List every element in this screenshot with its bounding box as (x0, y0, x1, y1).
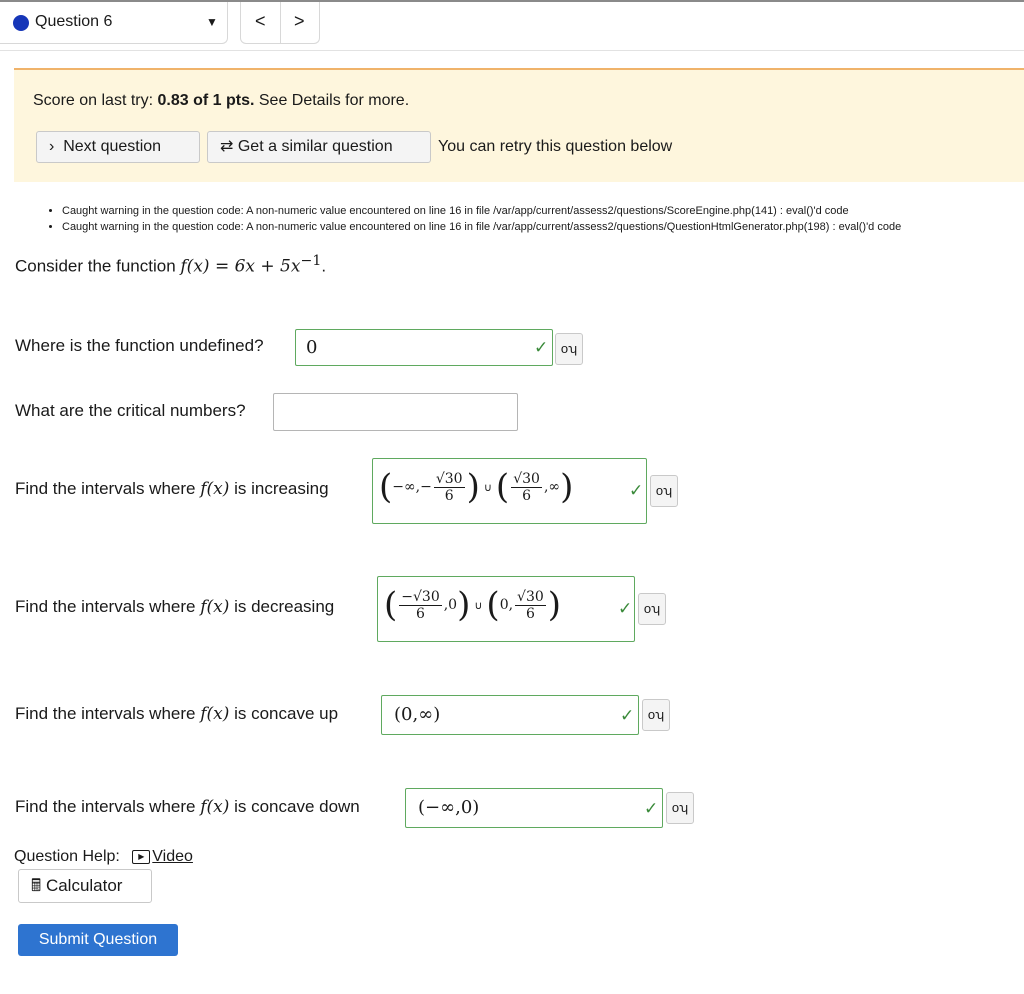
header-divider (0, 50, 1024, 51)
score-prefix: Score on last try: (33, 92, 158, 109)
increasing-right-end: ,∞ (543, 479, 561, 495)
union-symbol: ∪ (474, 599, 483, 612)
key-icon[interactable]: oʮ (642, 699, 670, 731)
decreasing-answer-value: ( $\frac{-√30}{6}$ ,0) ∪ (0, $\frac{√30}{6}$ ) (384, 585, 562, 625)
similar-question-button[interactable] (207, 131, 431, 163)
undefined-answer-value: 0 (306, 337, 318, 358)
decreasing-label-fx: f(x) (200, 597, 230, 617)
decreasing-answer-field[interactable] (377, 576, 635, 642)
concave-down-answer-value: (−∞,0) (418, 797, 480, 818)
chevron-right-icon: › (49, 138, 55, 155)
concave-down-label-pre: Find the intervals where (15, 797, 201, 816)
dropdown-caret-icon: ▼ (206, 15, 218, 29)
warning-item: • Caught warning in the question code: A non-numeric value encountered on line 16 in file /var/app/current/assess2/questions/ScoreEngine.php(141) : eval()'d code (62, 203, 901, 219)
increasing-label-pre: Find the intervals where (15, 479, 201, 498)
prompt-exponent: −1 (300, 253, 322, 269)
concave-up-label-pre: Find the intervals where (15, 704, 201, 723)
question-help (14, 848, 193, 866)
refresh-icon: ⇄ (220, 138, 234, 155)
score-value: 0.83 of 1 pts. (157, 92, 255, 109)
increasing-num: √30 (513, 470, 540, 487)
concave-up-answer-field[interactable] (381, 695, 639, 735)
nav-divider (280, 2, 281, 43)
score-suffix: See Details for more. (254, 92, 410, 109)
concave-down-label-fx: f(x) (200, 797, 230, 817)
next-question-arrow-button[interactable]: > (294, 11, 305, 31)
check-icon: ✓ (534, 338, 549, 357)
video-play-icon: ▶ (132, 850, 150, 864)
decreasing-label-pre: Find the intervals where (15, 597, 201, 616)
video-link[interactable]: Video (152, 848, 193, 865)
key-icon[interactable]: oʮ (650, 475, 678, 507)
status-dot-icon (13, 15, 29, 31)
warning-item: • Caught warning in the question code: A non-numeric value encountered on line 16 in file /var/app/current/assess2/questions/QuestionHtmlGenerator.php(198) : eval()'d code (62, 219, 901, 235)
decreasing-left-num: −√30 (401, 588, 440, 605)
undefined-label: Where is the function undefined? (15, 336, 264, 355)
decreasing-right-num: √30 (517, 588, 544, 605)
concave-down-answer-field[interactable] (405, 788, 663, 828)
prompt-text: Consider the function (15, 256, 181, 276)
calculator-icon: 🖩 (31, 876, 42, 895)
increasing-answer-value: (−∞,− $\frac{√30}{6}$ ) ∪ ( $\frac{√30}{6}$ ,∞) (379, 467, 574, 507)
question-nav (240, 2, 320, 44)
concave-down-label-post: is concave down (229, 797, 360, 816)
retry-note: You can retry this question below (438, 138, 673, 155)
decreasing-right-start: 0, (499, 597, 514, 613)
question-select-label: Question 6 (35, 13, 113, 30)
question-prompt (15, 253, 326, 277)
score-line (33, 92, 409, 110)
decreasing-label-post: is decreasing (229, 597, 335, 616)
key-icon[interactable]: oʮ (666, 792, 694, 824)
increasing-left-start: −∞,− (392, 479, 432, 495)
question-help-label: Question Help: (14, 848, 120, 865)
undefined-answer-field[interactable] (295, 329, 553, 366)
prompt-function: f(x) = 6x + 5x (180, 256, 301, 277)
key-icon[interactable]: oʮ (638, 593, 666, 625)
check-icon: ✓ (620, 706, 635, 725)
decreasing-label (15, 597, 334, 617)
increasing-label-fx: f(x) (200, 479, 230, 499)
decreasing-left-end: ,0 (443, 597, 458, 613)
warning-list (42, 203, 901, 235)
key-icon[interactable]: oʮ (555, 333, 583, 365)
increasing-label-post: is increasing (229, 479, 329, 498)
calculator-label: Calculator (45, 876, 123, 895)
critical-answer-field[interactable] (273, 393, 518, 431)
check-icon: ✓ (644, 799, 659, 818)
increasing-den: 6 (522, 487, 532, 504)
increasing-answer-field[interactable] (372, 458, 647, 524)
concave-up-answer-value: (0,∞) (394, 704, 441, 725)
union-symbol: ∪ (483, 481, 492, 494)
decreasing-left-den: 6 (416, 605, 425, 622)
next-question-button[interactable] (36, 131, 200, 163)
calculator-button[interactable] (18, 869, 152, 903)
increasing-den: 6 (444, 487, 454, 504)
prev-question-button[interactable]: < (255, 11, 266, 31)
concave-up-label-post: is concave up (229, 704, 339, 723)
increasing-num: √30 (435, 470, 463, 487)
critical-label: What are the critical numbers? (15, 401, 246, 420)
similar-question-label: Get a similar question (237, 138, 393, 155)
decreasing-right-den: 6 (525, 605, 535, 622)
check-icon: ✓ (629, 481, 644, 500)
prompt-end: . (321, 256, 327, 276)
check-icon: ✓ (618, 599, 633, 618)
concave-down-label (15, 797, 360, 817)
increasing-label (15, 479, 329, 499)
question-select[interactable] (0, 2, 228, 44)
concave-up-label (15, 704, 338, 724)
next-question-label: Next question (63, 138, 162, 155)
submit-question-button[interactable]: Submit Question (18, 924, 178, 956)
concave-up-label-fx: f(x) (200, 704, 230, 724)
score-panel (14, 68, 1024, 182)
